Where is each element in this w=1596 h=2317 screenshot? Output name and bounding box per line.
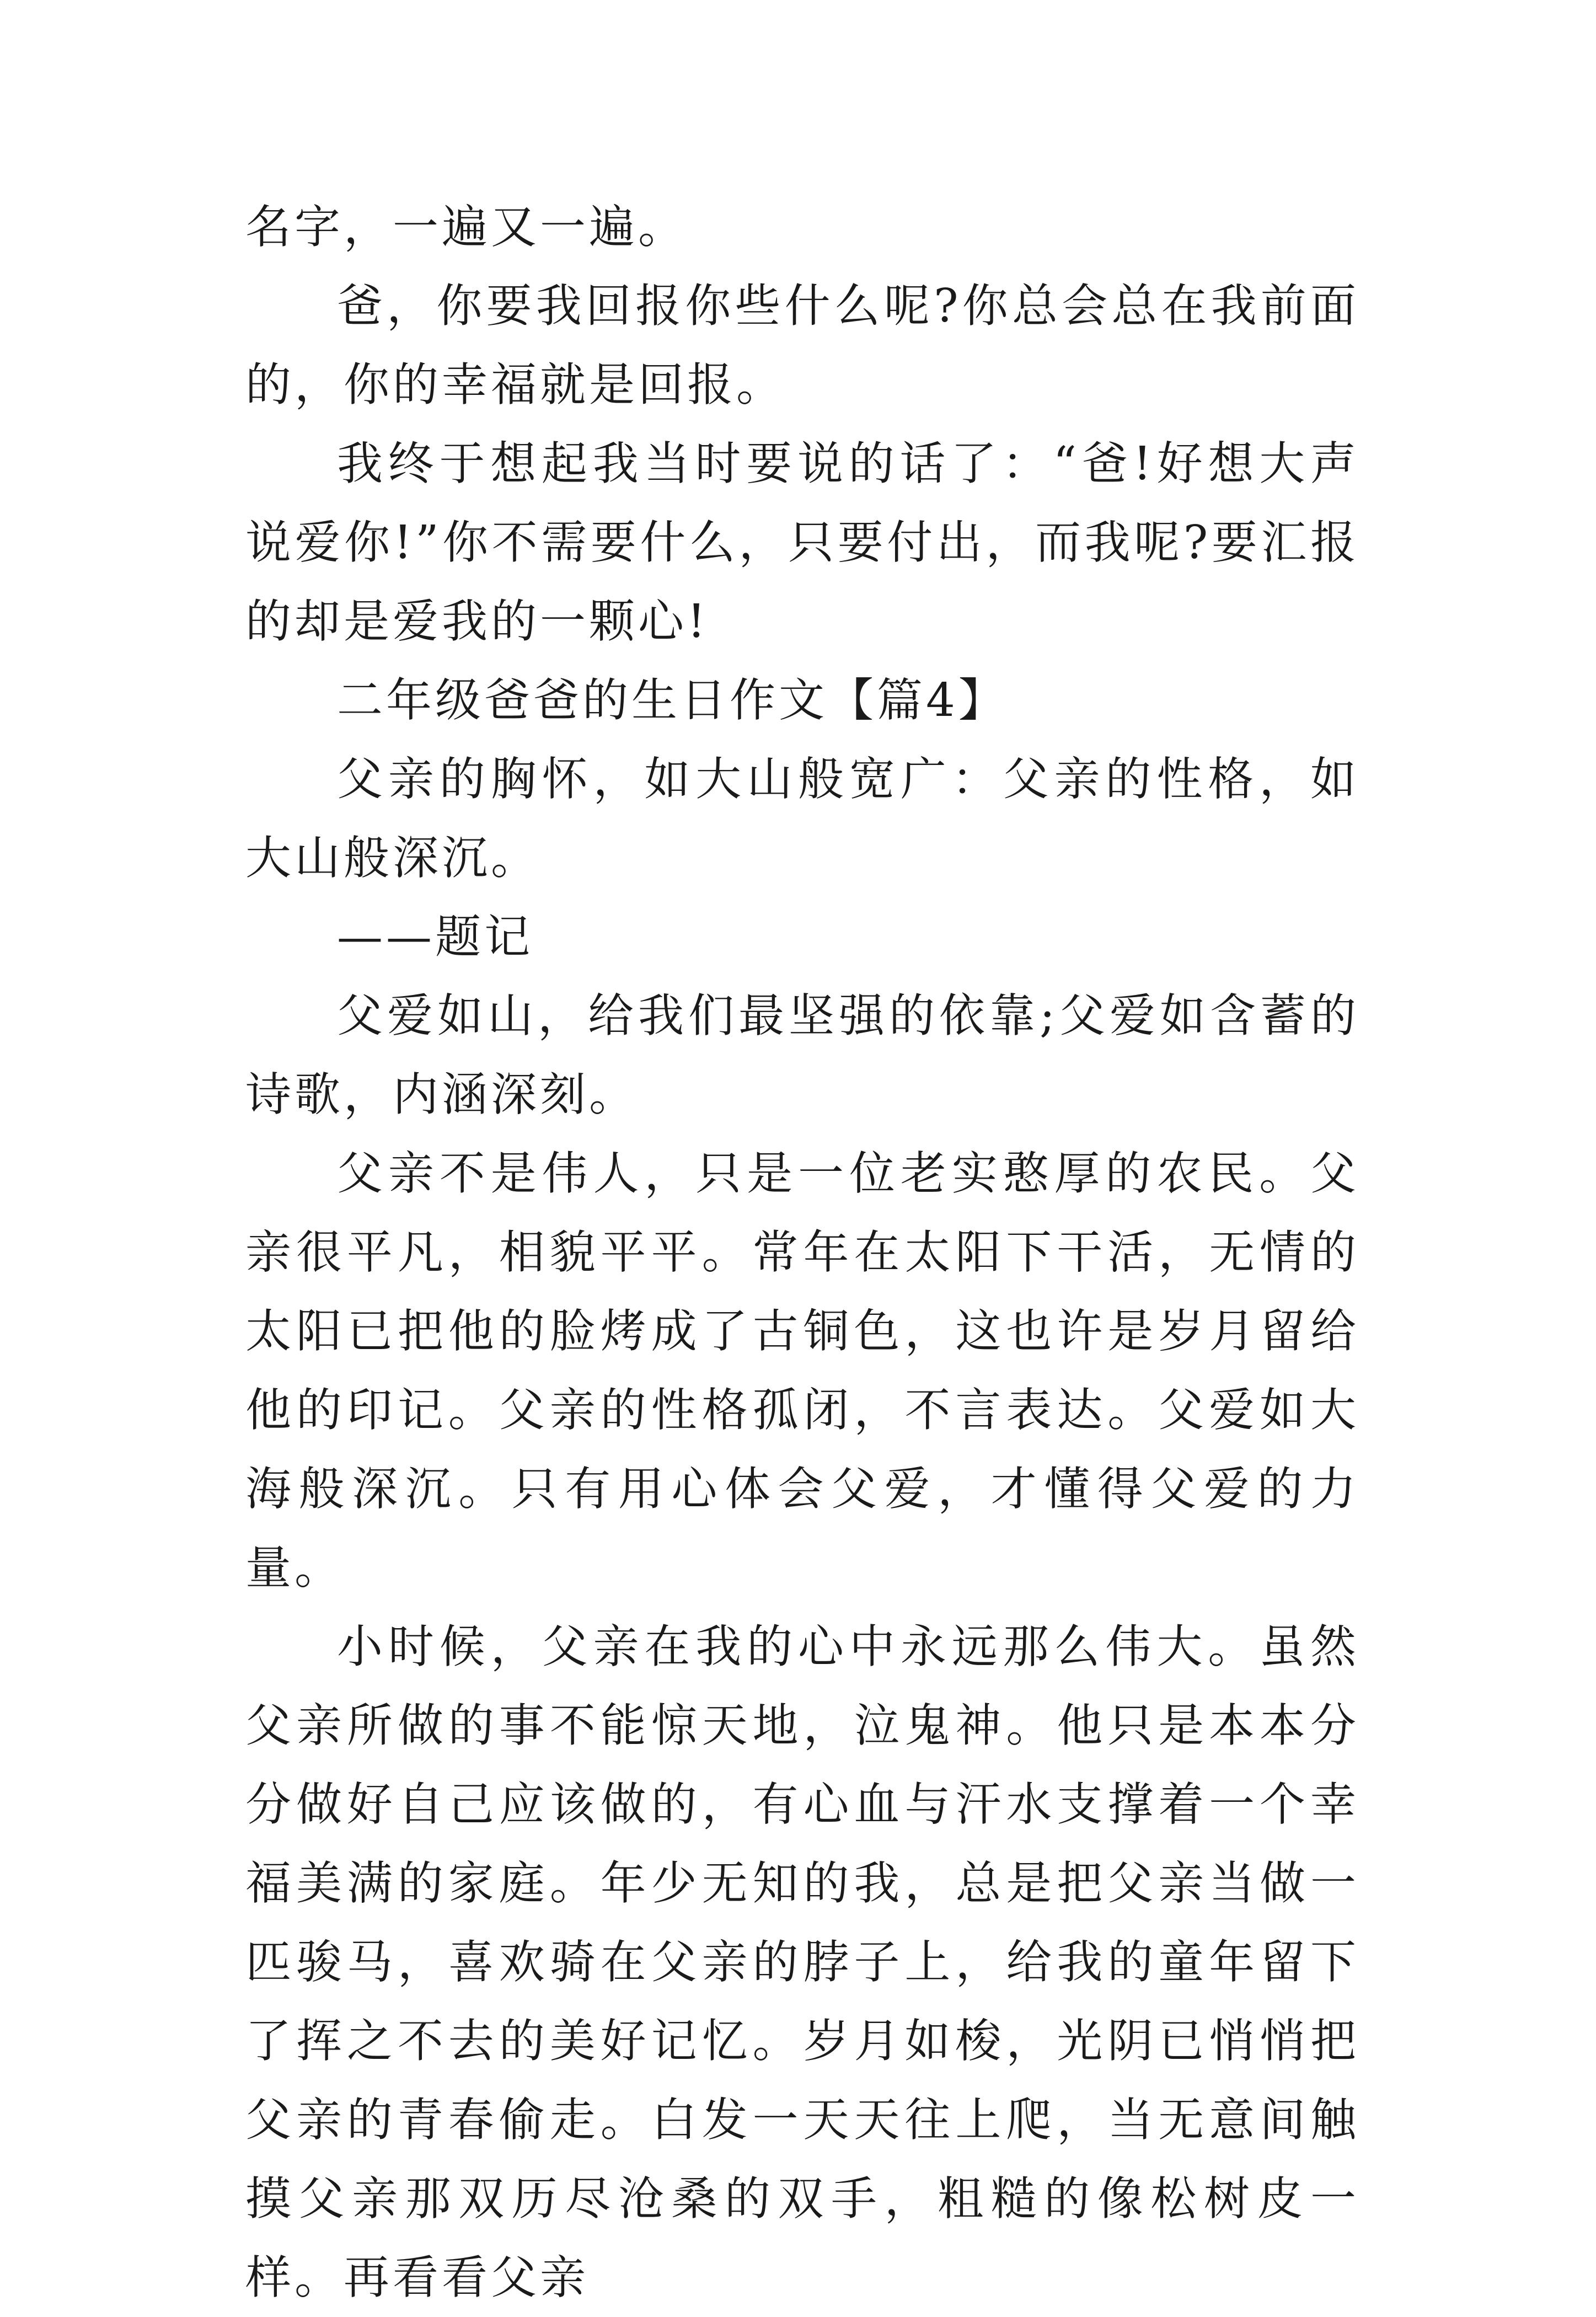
section-heading: 二年级爸爸的生日作文【篇4】	[337, 673, 1008, 727]
paragraph-5: 父亲的胸怀，如大山般宽广：父亲的性格，如大山般深沉。	[245, 752, 1359, 885]
paragraph-8: 父亲不是伟人，只是一位老实憨厚的农民。父亲很平凡，相貌平平。常年在太阳下干活，无情的太阳已把他的脸烤成了古铜色，这也许是岁月留给他的印记。父亲的性格孤闭，不言表达。父爱如大海般深沉。只有用心体会父爱，才懂得父爱的力量。	[245, 1147, 1359, 1594]
paragraph-9: 小时候，父亲在我的心中永远那么伟大。虽然父亲所做的事不能惊天地，泣鬼神。他只是本本分分做好自己应该做的，有心血与汗水支撑着一个幸福美满的家庭。年少无知的我，总是把父亲当做一匹骏马，喜欢骑在父亲的脖子上，给我的童年留下了挥之不去的美好记忆。岁月如梭，光阴已悄悄把父亲的青春偷走。白发一天天往上爬，当无意间触摸父亲那双历尽沧桑的双手，粗糙的像松树皮一样。再看看父亲	[245, 1620, 1359, 2304]
paragraph-1: 名字，一遍又一遍。	[245, 200, 687, 254]
paragraph-2: 爸，你要我回报你些什么呢?你总会总在我前面的，你的幸福就是回报。	[245, 279, 1359, 411]
paragraph-3: 我终于想起我当时要说的话了：“爸!好想大声说爱你!”你不需要什么，只要付出，而我呢?要汇报的却是爱我的一颗心!	[245, 437, 1359, 648]
document-body	[245, 188, 1359, 2317]
paragraph-7: 父爱如山，给我们最坚强的依靠;父爱如含蓄的诗歌，内涵深刻。	[245, 989, 1359, 1121]
epigraph-note: ——题记	[337, 910, 533, 964]
